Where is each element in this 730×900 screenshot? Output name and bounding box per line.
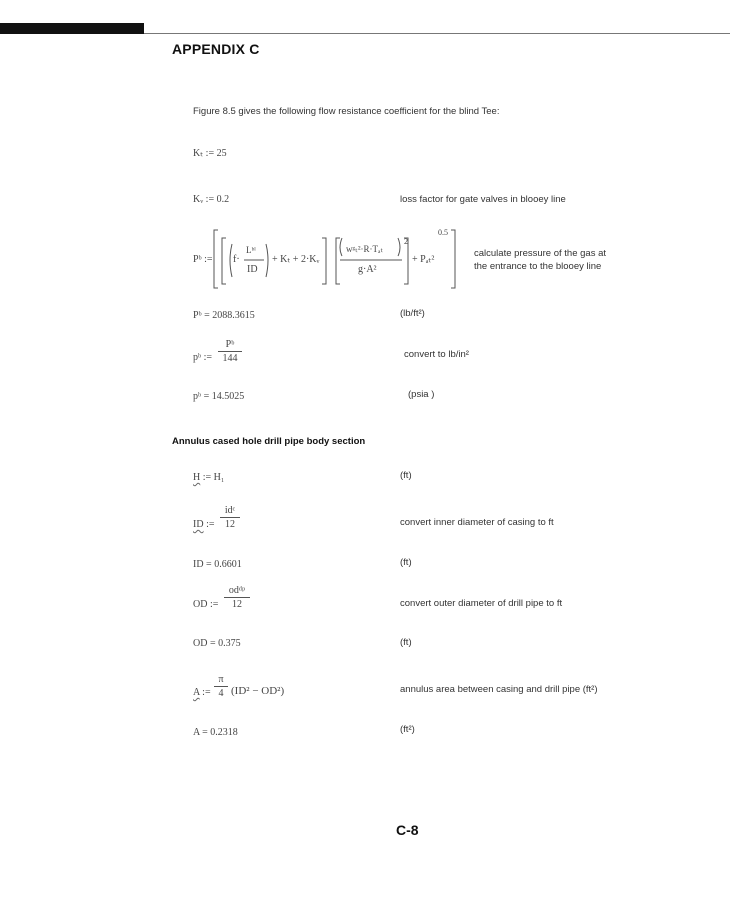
pb-convert-fraction (218, 339, 242, 364)
eq-area-result: A = 0.2318 (193, 727, 238, 738)
fraction-bar (220, 517, 240, 518)
pb-w-term: wᵍₜ²·R·Tₐₜ (346, 244, 384, 254)
fraction-bar (218, 351, 242, 352)
pb-id: ID (247, 264, 258, 275)
pb-exp-05: 0.5 (438, 228, 448, 237)
note-area: annulus area between casing and drill pipe (ft²) (400, 684, 598, 695)
area-den: 4 (218, 688, 224, 699)
pb-g-term: g·A² (358, 264, 377, 275)
id-convert-var: ID (193, 519, 204, 530)
fraction-bar (214, 686, 228, 687)
eq-id-result: ID = 0.6601 (193, 559, 242, 570)
id-convert-den: 12 (225, 519, 235, 530)
eq-kv: Kᵥ := 0.2 (193, 194, 230, 205)
eq-h (193, 472, 224, 483)
area-var: A (193, 687, 200, 698)
pb-convert-den: 144 (222, 353, 238, 364)
unit-ft-1: (ft) (400, 470, 412, 481)
note-kv: loss factor for gate valves in blooey line (400, 194, 566, 205)
section-heading: Annulus cased hole drill pipe body section (172, 436, 366, 447)
pb-plus-terms: + Kₜ + 2·Kᵥ (272, 254, 320, 265)
page-number: C-8 (396, 822, 419, 838)
id-convert-lhs (193, 519, 214, 530)
unit-ft-3: (ft) (400, 637, 412, 648)
od-convert-fraction (224, 585, 250, 610)
pb-plus-pat: + Pₐₜ² (412, 254, 435, 265)
pb-exp-2: 2 (404, 237, 408, 246)
pb-lhs: Pᵇ := (193, 254, 213, 265)
eq-h-rhs: := H₁ (202, 472, 225, 483)
area-op: := (202, 687, 211, 698)
area-lhs (193, 687, 211, 698)
intro-text: Figure 8.5 gives the following flow resistance coefficient for the blind Tee: (193, 106, 500, 117)
pb-l-bl: Lᵇˡ (246, 245, 256, 255)
fraction-bar (224, 597, 250, 598)
area-num: π (218, 674, 224, 685)
area-body: (ID² − OD²) (231, 685, 285, 697)
od-convert-lhs: OD := (193, 599, 219, 610)
unit-psia: (psia ) (408, 389, 435, 400)
note-pb-line1: calculate pressure of the gas at (474, 248, 607, 259)
eq-pb-result: Pᵇ = 2088.3615 (193, 310, 255, 321)
eq-pb-psia: pᵇ = 14.5025 (193, 391, 245, 402)
area-fraction (214, 674, 228, 699)
note-convert-in2: convert to lb/in² (404, 349, 469, 360)
eq-h-lhs: H (193, 472, 201, 483)
unit-ft-2: (ft) (400, 557, 412, 568)
id-convert-fraction (220, 505, 240, 530)
od-convert-den: 12 (232, 599, 242, 610)
pb-convert-lhs: pᵇ := (193, 352, 213, 363)
note-od: convert outer diameter of drill pipe to ft (400, 598, 563, 609)
id-convert-num: idᶜ (224, 505, 236, 516)
note-id: convert inner diameter of casing to ft (400, 517, 554, 528)
pb-convert-num: Pᵇ (225, 339, 235, 350)
note-pb-line2: the entrance to the blooey line (474, 261, 602, 272)
id-convert-op: := (206, 519, 215, 530)
eq-kt: Kₜ := 25 (193, 148, 227, 159)
pb-f-dot: f· (233, 254, 240, 265)
od-convert-num: odᵈᵖ (228, 585, 246, 596)
unit-ft2: (ft²) (400, 724, 415, 735)
unit-lbft2: (lb/ft²) (400, 308, 425, 319)
eq-od-result: OD = 0.375 (193, 638, 241, 649)
appendix-title: APPENDIX C (172, 41, 260, 57)
